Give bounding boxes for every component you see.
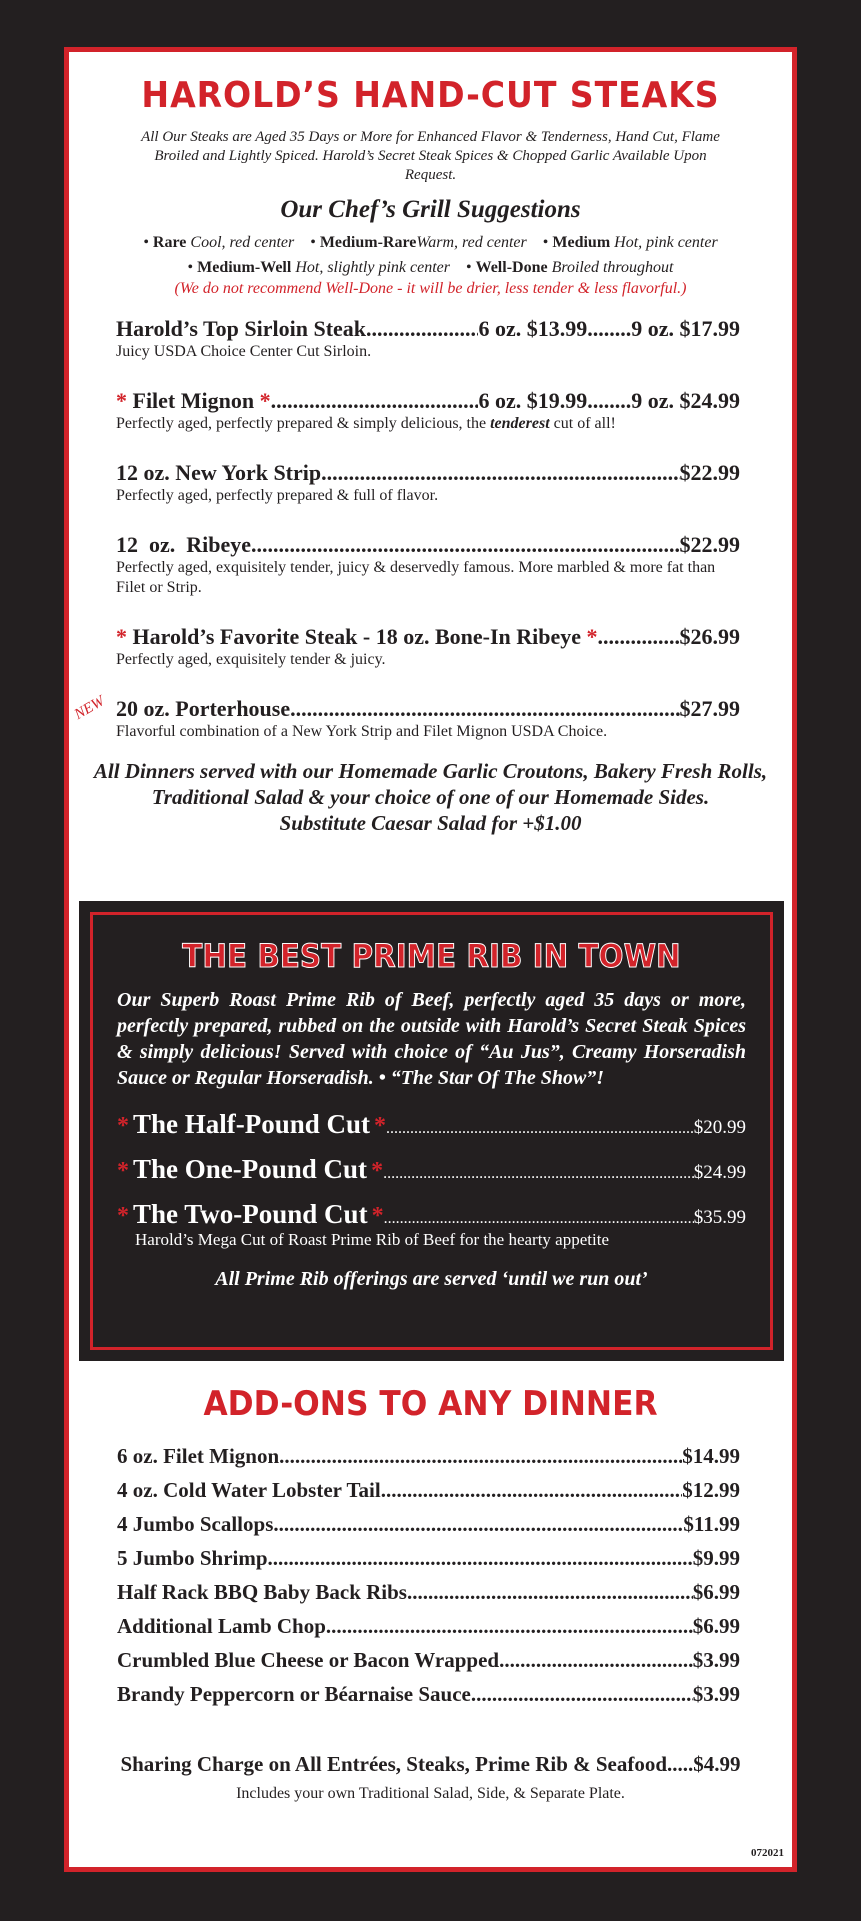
dinners-note: All Dinners served with our Homemade Garlic Croutons, Bakery Fresh Rolls, Traditional Salad & your choice of one of our Homemade Sides. Substitute Caesar Salad for +$1.00 xyxy=(93,759,768,835)
menu-item xyxy=(116,460,740,506)
prime-rib-note: All Prime Rib offerings are served ‘until we run out’ xyxy=(215,1268,648,1290)
doneness-medium: • Medium Hot, pink center xyxy=(542,234,718,251)
prime-rib-box xyxy=(82,904,781,1358)
doneness-rare: • Rare Cool, red center xyxy=(143,234,295,251)
leader-dots xyxy=(321,460,679,486)
item-name: Harold’s Favorite Steak - 18 oz. Bone-In Ribeye xyxy=(132,624,582,649)
star-icon: * xyxy=(117,1158,129,1184)
addon-item: 4 Jumbo Scallops ..... $11.99 xyxy=(117,1512,740,1546)
leader-dots xyxy=(366,316,478,342)
menu-code: 072021 xyxy=(751,1847,784,1859)
menu-item xyxy=(116,388,740,434)
cut-name: The Two-Pound Cut xyxy=(133,1199,368,1229)
leader-dots xyxy=(383,1165,694,1183)
item-description: Perfectly aged, exquisitely tender & juicy. xyxy=(116,651,386,668)
cut-name: The Half-Pound Cut xyxy=(133,1109,371,1139)
star-icon: * xyxy=(117,1113,129,1139)
addon-item: 6 oz. Filet Mignon ..... $14.99 xyxy=(117,1444,740,1478)
cut-price: $20.99 xyxy=(693,1117,746,1138)
leader-dots xyxy=(290,696,679,722)
menu-title: HAROLD’S HAND-CUT STEAKS xyxy=(141,75,720,116)
doneness-medium-well: • Medium-Well Hot, slightly pink center xyxy=(187,259,450,276)
item-price: $27.99 xyxy=(679,696,740,721)
cut-price: $35.99 xyxy=(693,1207,746,1228)
star-icon: * xyxy=(116,624,127,649)
doneness-guide xyxy=(109,230,752,280)
doneness-medium-rare: • Medium-RareWarm, red center xyxy=(310,234,527,251)
prime-rib-cut xyxy=(117,1199,746,1230)
item-name: Filet Mignon xyxy=(132,388,255,413)
menu-item xyxy=(116,532,740,598)
star-icon: * xyxy=(586,624,598,649)
item-price: $22.99 xyxy=(679,460,740,485)
item-name: Harold’s Top Sirloin Steak xyxy=(116,316,367,341)
addon-item: Crumbled Blue Cheese or Bacon Wrapped ..... $3.99 xyxy=(117,1648,740,1682)
addons-list xyxy=(117,1444,740,1716)
sharing-description: Includes your own Traditional Salad, Side, & Separate Plate. xyxy=(236,1785,625,1802)
addon-item: Brandy Peppercorn or Béarnaise Sauce ..... $3.99 xyxy=(117,1682,740,1716)
doneness-well-done: • Well-Done Broiled throughout xyxy=(465,259,674,276)
prime-rib-description: Our Superb Roast Prime Rib of Beef, perfectly aged 35 days or more, perfectly prepared, rubbed on the outside with Harold’s Secret Steak Spices & simply delicious! Served with choice of “Au Jus”, Creamy Horseradish Sauce or Regular Horseradish. • “The Star Of The Show”! xyxy=(117,989,746,1089)
item-description: Juicy USDA Choice Center Cut Sirloin. xyxy=(116,343,372,360)
leader-dots xyxy=(271,388,479,414)
addon-item: Half Rack BBQ Baby Back Ribs ..... $6.99 xyxy=(117,1580,740,1614)
star-icon: * xyxy=(371,1203,384,1229)
intro-text: All Our Steaks are Aged 35 Days or More for Enhanced Flavor & Tenderness, Hand Cut, Flame Broiled and Lightly Spiced. Harold’s Secret Steak Spices & Chopped Garlic Available Upon Request. xyxy=(141,129,720,183)
leader-dots xyxy=(598,624,680,650)
item-description: Perfectly aged, perfectly prepared & simply delicious, the tenderest cut of all! xyxy=(116,415,616,432)
cut-description: Harold’s Mega Cut of Roast Prime Rib of Beef for the hearty appetite xyxy=(135,1230,609,1249)
addons-title: ADD-ONS TO ANY DINNER xyxy=(203,1384,658,1424)
item-price: $26.99 xyxy=(679,624,740,649)
cut-name: The One-Pound Cut xyxy=(133,1154,368,1184)
item-price: 6 oz. $13.99........9 oz. $17.99 xyxy=(478,316,740,341)
item-name: 20 oz. Porterhouse xyxy=(116,696,291,721)
prime-rib-title: THE BEST PRIME RIB IN TOWN xyxy=(182,937,681,975)
star-icon: * xyxy=(116,388,127,413)
item-description: Perfectly aged, exquisitely tender, juicy & deservedly famous. More marbled & more fat than Filet or Strip. xyxy=(116,559,716,596)
item-description: Perfectly aged, perfectly prepared & full of flavor. xyxy=(116,487,439,504)
leader-dots xyxy=(386,1120,694,1138)
addon-item: Additional Lamb Chop ..... $6.99 xyxy=(117,1614,740,1648)
well-done-warning: (We do not recommend Well-Done - it will be drier, less tender & less flavorful.) xyxy=(174,280,687,297)
prime-rib-cut xyxy=(117,1109,746,1140)
menu-item xyxy=(71,693,740,742)
new-badge: NEW xyxy=(71,693,108,723)
star-icon: * xyxy=(259,388,271,413)
item-name: 12 oz. New York Strip xyxy=(116,460,322,485)
grill-title: Our Chef’s Grill Suggestions xyxy=(280,196,581,223)
addon-item: 5 Jumbo Shrimp ..... $9.99 xyxy=(117,1546,740,1580)
item-name: 12 oz. Ribeye xyxy=(116,532,252,557)
menu-item xyxy=(116,316,740,362)
star-icon: * xyxy=(117,1203,129,1229)
star-icon: * xyxy=(374,1113,387,1139)
sharing-charge: Sharing Charge on All Entrées, Steaks, Prime Rib & Seafood.....$4.99 xyxy=(120,1752,741,1776)
menu-item xyxy=(116,624,740,670)
cut-price: $24.99 xyxy=(693,1162,746,1183)
leader-dots xyxy=(384,1210,694,1228)
star-icon: * xyxy=(371,1158,384,1184)
menu-page xyxy=(64,47,797,1872)
addon-item: 4 oz. Cold Water Lobster Tail ..... $12.99 xyxy=(117,1478,740,1512)
item-price: $22.99 xyxy=(679,532,740,557)
prime-rib-cut xyxy=(117,1154,746,1185)
item-price: 6 oz. $19.99........9 oz. $24.99 xyxy=(478,388,740,413)
leader-dots xyxy=(251,532,679,558)
item-description: Flavorful combination of a New York Strip and Filet Mignon USDA Choice. xyxy=(116,723,608,740)
